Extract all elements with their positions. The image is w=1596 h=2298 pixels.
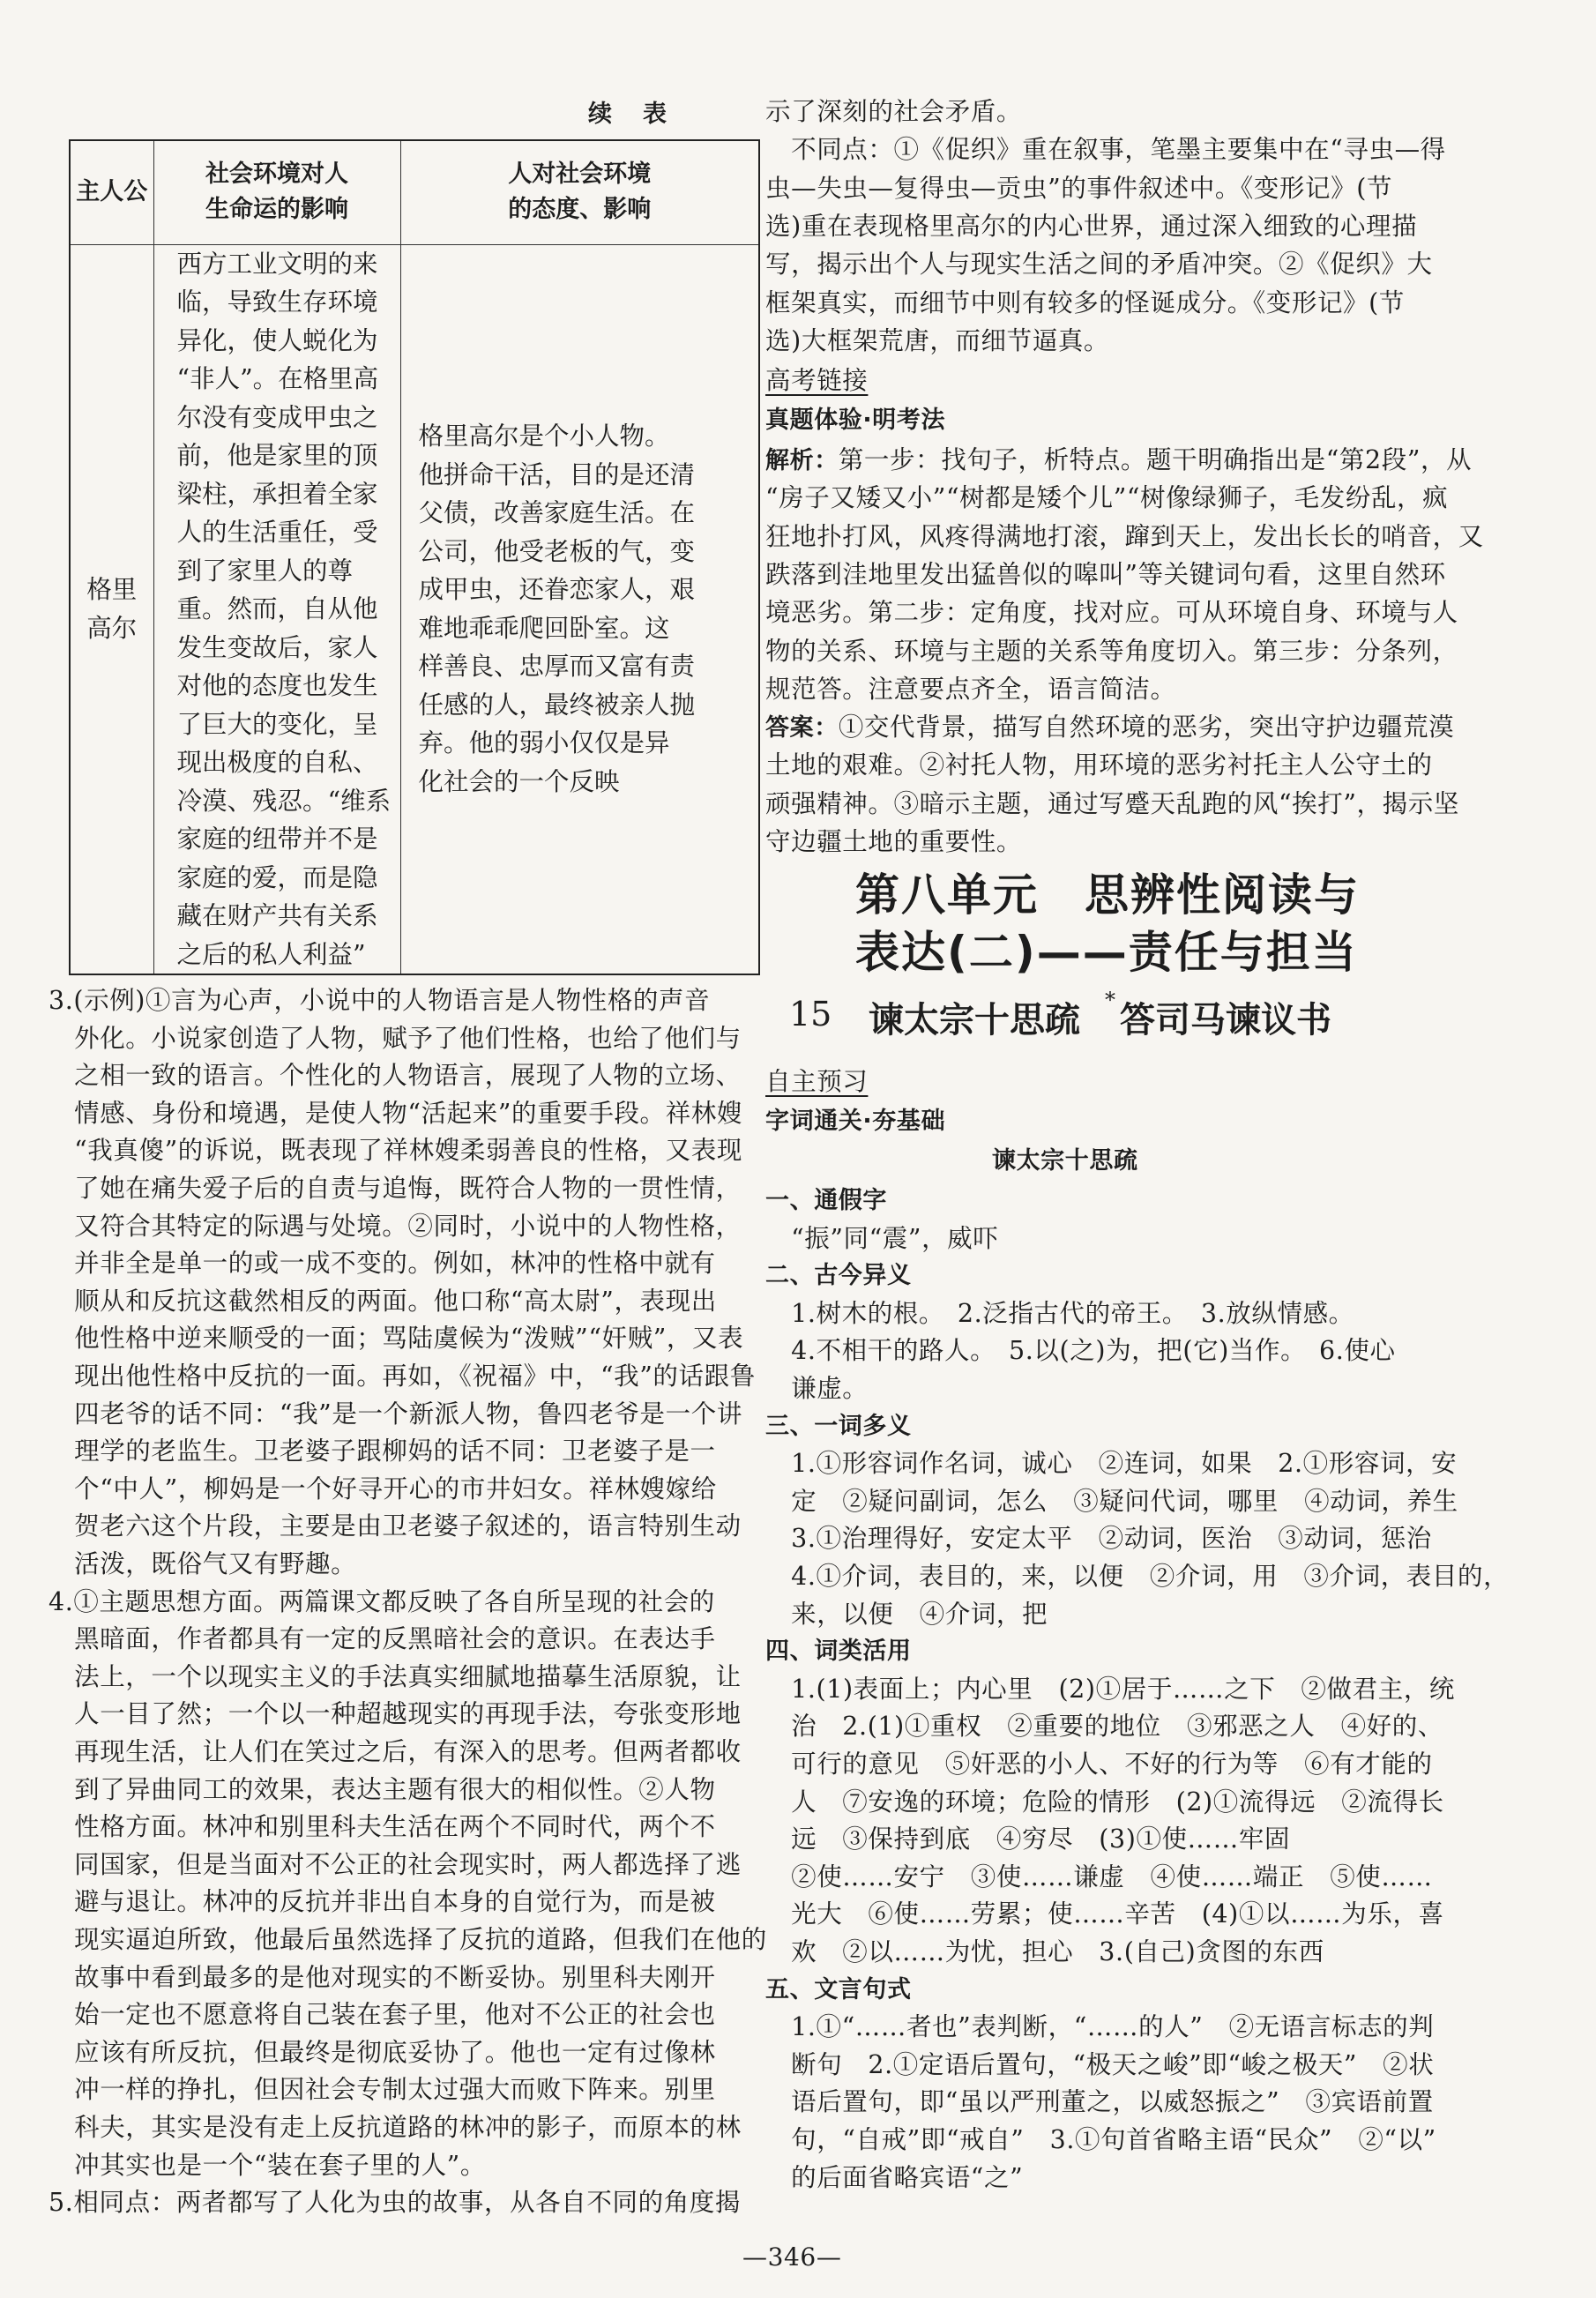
- gaokao-subhead: 真题体验·明考法: [765, 407, 946, 434]
- text-line: 4.①介词，表目的，来，以便 ②介词，用 ③介词，表目的，: [765, 1562, 1510, 1591]
- lesson-star: *: [1105, 988, 1115, 1012]
- preview-section-label: 自主预习: [765, 1067, 869, 1096]
- text-line: 再现生活，让人们在笑过之后，有深入的思考。但两者都收: [48, 1737, 742, 1766]
- table-cell-line: 人的生活重任，受: [176, 518, 378, 547]
- text-line: 法上，一个以现实主义的手法真实细腻地描摹生活原貌，让: [48, 1661, 742, 1691]
- table-caption: 续 表: [588, 101, 670, 128]
- table-cell-line: 到了家里人的尊: [176, 556, 354, 586]
- text-line: 土地的艰难。②衬托人物，用环境的恶劣衬托主人公守土的: [765, 750, 1433, 780]
- text-line: 1.树木的根。 2.泛指古代的帝王。 3.放纵情感。: [765, 1298, 1354, 1328]
- table-row: [70, 244, 759, 974]
- header-influence: 社会环境对人 生命运的影响: [153, 140, 400, 244]
- text-line: 顺从和反抗这截然相反的两面。他口称“高太尉”，表现出: [48, 1286, 717, 1316]
- text-line: “房子又矮又小”“树都是矮个儿”“树像绿狮子，毛发纷乱，疯: [765, 483, 1449, 513]
- protagonist-cell: 格里 高尔: [70, 244, 153, 974]
- text-line: 选)重在表现格里高尔的内心世界，通过深入细致的心理描: [765, 211, 1418, 241]
- text-line: 避与退让。林冲的反抗并非出自本身的自觉行为，而是被: [48, 1887, 716, 1917]
- text-line: 不同点：①《促织》重在叙事，笔墨主要集中在“寻虫—得: [765, 135, 1446, 165]
- text-line: 示了深刻的社会矛盾。: [765, 97, 1023, 126]
- table-cell-line: 之后的私人利益”: [176, 939, 366, 969]
- table-cell-line: 了巨大的变化，呈: [176, 709, 378, 739]
- text-line: 3.①治理得好，安定太平 ②动词，医治 ③动词，惩治: [765, 1524, 1432, 1554]
- text-line: 虫—失虫—复得虫—贡虫”的事件叙述中。《变形记》(节: [765, 173, 1393, 203]
- text-line: 他性格中逆来顺受的一面；骂陆虞候为“泼贼”“奸贼”，又表: [48, 1324, 744, 1354]
- text-line: 冲一样的挣扎，但因社会专制太过强大而败下阵来。别里: [48, 2075, 716, 2105]
- table-cell-line: 重。然而，自从他: [176, 594, 378, 623]
- text-line: 的后面省略宾语“之”: [765, 2162, 1024, 2192]
- text-line: 解析：第一步：找句子，析特点。题干明确指出是“第2段”，从: [765, 445, 1473, 474]
- table-cell-line: 弃。他的弱小仅仅是异: [418, 728, 670, 758]
- text-line: 了她在痛失爱子后的自责与追悔，既符合人物的一贯性情，: [48, 1174, 742, 1203]
- header-attitude: 人对社会环境 的态度、影响: [400, 140, 759, 244]
- text-line: 物的关系、环境与主题的关系等角度切入。第三步：分条列，: [765, 636, 1458, 666]
- text-line: 光大 ⑥使……劳累；使……辛苦 (4)①以……为乐，喜: [765, 1899, 1444, 1929]
- characters-table: [69, 139, 760, 975]
- text-line: 现实逼迫所致，他最后虽然选择了反抗的道路，但我们在他的: [48, 1925, 767, 1954]
- table-header-row: [70, 140, 759, 244]
- text-line: 贺老六这个片段，主要是由卫老婆子叙述的，语言特别生动: [48, 1511, 742, 1541]
- page-number: —346—: [742, 2242, 842, 2272]
- text-line: 人 ⑦安逸的环境；危险的情形 (2)①流得远 ②流得长: [765, 1787, 1444, 1817]
- table-cell-line: 样善良、忠厚而又富有责: [418, 652, 696, 682]
- text-line: 选)大框架荒唐，而细节逼真。: [765, 325, 1110, 355]
- table-cell-line: 梁柱，承担着全家: [176, 479, 378, 509]
- text-line: 理学的老监生。卫老婆子跟柳妈的话不同：卫老婆子是一: [48, 1436, 716, 1466]
- table-cell-line: 藏在财产共有关系: [176, 901, 378, 930]
- text-line: 断句 2.①定语后置句，“极天之峻”即“峻之极天” ②状: [765, 2049, 1435, 2079]
- table-cell-line: 西方工业文明的来: [176, 249, 378, 279]
- lesson-title-2: 答司马谏议书: [1120, 999, 1331, 1041]
- table-cell-line: 任感的人，最终被亲人抛: [418, 690, 696, 720]
- section-heading: 二、古今异义: [765, 1262, 912, 1290]
- table-cell-line: 他拼命干活，目的是还清: [418, 459, 696, 489]
- text-line: “我真傻”的诉说，既表现了祥林嫂柔弱善良的性格，又表现: [48, 1136, 742, 1166]
- text-line: 3.(示例)①言为心声，小说中的人物语言是人物性格的声音: [48, 986, 711, 1015]
- gaokao-section-label: 高考链接: [765, 366, 869, 395]
- section-heading: 三、一词多义: [765, 1412, 912, 1440]
- text-line: 答案：①交代背景，描写自然环境的恶劣，突出守护边疆荒漠: [765, 713, 1455, 742]
- text-line: 跌落到洼地里发出猛兽似的嗥叫”等关键词句看，这里自然环: [765, 559, 1446, 589]
- header-protagonist: 主人公: [70, 140, 153, 244]
- table-cell-line: 临，导致生存环境: [176, 287, 378, 317]
- text-line: 四老爷的话不同：“我”是一个新派人物，鲁四老爷是一个讲: [48, 1399, 742, 1429]
- table-cell-line: 冷漠、残忍。“维系: [176, 786, 392, 816]
- text-line: 1.(1)表面上；内心里 (2)①居于……之下 ②做君主，统: [765, 1674, 1456, 1704]
- text-line: 谦虚。: [765, 1374, 869, 1403]
- lesson-title-1: 谏太宗十思疏: [869, 999, 1080, 1041]
- text-line: 人一目了然；一个以一种超越现实的再现手法，夸张变形地: [48, 1699, 742, 1729]
- table-cell-line: 家庭的纽带并不是: [176, 824, 378, 854]
- text-line: 狂地扑打风，风疼得满地打滚，蹿到天上，发出长长的哨音，又: [765, 521, 1484, 551]
- table-cell-line: 尔没有变成甲虫之: [176, 402, 378, 432]
- table-cell-line: 化社会的一个反映: [418, 766, 620, 796]
- text-line: 1.①形容词作名词，诚心 ②连词，如果 2.①形容词，安: [765, 1449, 1458, 1479]
- table-cell-line: 对他的态度也发生: [176, 671, 378, 700]
- text-line: 个“中人”，柳妈是一个好寻开心的市井妇女。祥林嫂嫁给: [48, 1474, 717, 1503]
- answer-label: 答案：: [765, 714, 839, 742]
- text-line: 科夫，其实是没有走上反抗道路的林冲的影子，而原本的林: [48, 2113, 742, 2142]
- text-line: 现出他性格中反抗的一面。再如，《祝福》中，“我”的话跟鲁: [48, 1362, 756, 1391]
- text-line: 欢 ②以……为忧，担心 3.(自己)贪图的东西: [765, 1937, 1324, 1966]
- lesson-number: 15: [789, 995, 832, 1033]
- unit-title-line1: 第八单元 思辨性阅读与: [855, 869, 1360, 921]
- text-line: 顽强精神。③暗示主题，通过写蹙天乱跑的风“挨打”，揭示坚: [765, 788, 1459, 818]
- text-line: 句，“自戒”即“戒自” 3.①句首省略主语“民众” ②“以”: [765, 2125, 1436, 2154]
- influence-cell: [153, 244, 400, 974]
- section-heading: 五、文言句式: [765, 1975, 912, 2003]
- text-line: 定 ②疑问副词，怎么 ③疑问代词，哪里 ④动词，养生: [765, 1486, 1458, 1516]
- text-line: 4.不相干的路人。 5.以(之)为，把(它)当作。 6.使心: [765, 1336, 1396, 1366]
- table-cell-line: 难地乖乖爬回卧室。这: [418, 613, 670, 643]
- text-line: 同国家，但是当面对不公正的社会现实时，两人都选择了逃: [48, 1849, 742, 1879]
- text-line: 框架真实，而细节中则有较多的怪诞成分。《变形记》(节: [765, 287, 1405, 317]
- text-line: 又符合其特定的际遇与处境。②同时，小说中的人物性格，: [48, 1211, 742, 1241]
- table-cell-line: 成甲虫，还眷恋家人，艰: [418, 575, 696, 605]
- text-line: 性格方面。林冲和别里科夫生活在两个不同时代，两个不: [48, 1812, 716, 1842]
- table-cell-line: 格里高尔是个小人物。: [418, 422, 670, 451]
- text-line: 远 ③保持到底 ④穷尽 (3)①使……牢固: [765, 1824, 1291, 1854]
- unit-title-line2: 表达(二)——责任与担当: [855, 927, 1358, 978]
- text-line: 治 2.(1)①重权 ②重要的地位 ③邪恶之人 ④好的、: [765, 1712, 1443, 1742]
- table-cell-line: 公司，他受老板的气，变: [418, 536, 696, 566]
- text-line: 并非全是单一的或一成不变的。例如，林冲的性格中就有: [48, 1249, 716, 1279]
- text-title: 谏太宗十思疏: [992, 1147, 1138, 1175]
- text-line: 黑暗面，作者都具有一定的反黑暗社会的意识。在表达手: [48, 1624, 716, 1654]
- text-line: 活泼，既俗气又有野趣。: [48, 1549, 357, 1578]
- text-line: 境恶劣。第二步：定角度，找对应。可从环境自身、环境与人: [765, 598, 1458, 628]
- text-line: 写，揭示出个人与现实生活之间的矛盾冲突。②《促织》大: [765, 250, 1433, 280]
- text-line: ②使……安宁 ③使……谦虚 ④使……端正 ⑤使……: [765, 1862, 1433, 1891]
- table-cell-line: 家庭的爱，而是隐: [176, 862, 378, 892]
- text-line: 到了异曲同工的效果，表达主题有很大的相似性。②人物: [48, 1774, 716, 1804]
- text-line: 5.相同点：两者都写了人化为虫的故事，从各自不同的角度揭: [48, 2188, 741, 2218]
- text-line: 情感、身份和境遇，是使人物“活起来”的重要手段。祥林嫂: [48, 1098, 742, 1128]
- table-cell-line: 发生变故后，家人: [176, 632, 378, 662]
- text-line: 外化。小说家创造了人物，赋予了他们性格，也给了他们与: [48, 1023, 742, 1053]
- preview-subhead: 字词通关·夯基础: [765, 1108, 946, 1135]
- text-line: 可行的意见 ⑤奸恶的小人、不好的行为等 ⑥有才能的: [765, 1750, 1433, 1779]
- text-line: 始一定也不愿意将自己装在套子里，他对不公正的社会也: [48, 2000, 716, 2030]
- text-line: “振”同“震”，威吓: [765, 1223, 999, 1253]
- section-heading: 四、词类活用: [765, 1638, 912, 1666]
- table-cell-line: “非人”。在格里高: [176, 364, 379, 393]
- text-line: 冲其实也是一个“装在套子里的人”。: [48, 2150, 486, 2180]
- section-heading: 一、通假字: [765, 1187, 887, 1214]
- text-line: 之相一致的语言。个性化的人物语言，展现了人物的立场、: [48, 1061, 742, 1091]
- text-line: 故事中看到最多的是他对现实的不断妥协。别里科夫刚开: [48, 1962, 716, 1992]
- text-line: 4.①主题思想方面。两篇课文都反映了各自所呈现的社会的: [48, 1586, 715, 1616]
- text-line: 守边疆土地的重要性。: [765, 827, 1023, 856]
- analysis-label: 解析：: [765, 447, 839, 474]
- table-cell-line: 现出极度的自私、: [176, 748, 378, 777]
- attitude-cell: [400, 244, 759, 974]
- table-cell-line: 异化，使人蜕化为: [176, 325, 378, 355]
- text-line: 来，以便 ④介词，把: [765, 1599, 1048, 1629]
- text-line: 规范答。注意要点齐全，语言简洁。: [765, 674, 1176, 704]
- text-line: 1.①“……者也”表判断，“……的人” ②无语言标志的判: [765, 2012, 1435, 2042]
- table-cell-line: 前，他是家里的顶: [176, 441, 378, 470]
- text-line: 应该有所反抗，但最终是彻底妥协了。他也一定有过像林: [48, 2037, 716, 2067]
- text-line: 语后置句，即“虽以严刑董之，以威怒振之” ③宾语前置: [765, 2087, 1434, 2117]
- table-cell-line: 父债，改善家庭生活。在: [418, 498, 696, 528]
